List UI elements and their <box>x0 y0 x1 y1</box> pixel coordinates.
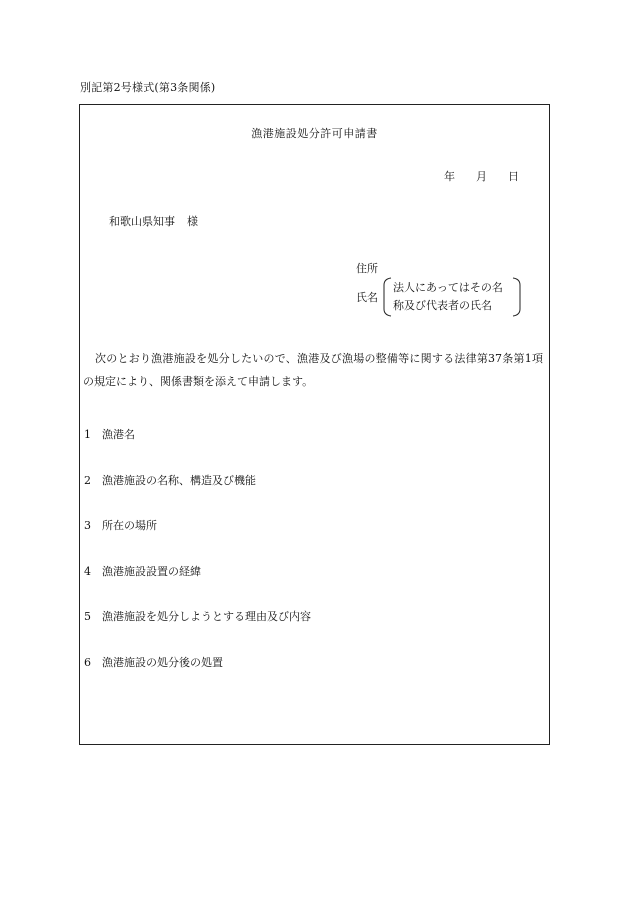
list-item <box>84 608 311 654</box>
month-field: 月 <box>476 170 487 183</box>
list-item <box>84 472 311 518</box>
date-line <box>444 168 519 184</box>
item-label: 漁港施設の処分後の処置 <box>102 655 223 669</box>
list-item <box>84 654 311 700</box>
item-label: 漁港施設の名称、構造及び機能 <box>102 473 256 487</box>
list-item <box>84 563 311 609</box>
item-number: 1 <box>84 428 91 441</box>
item-number: 6 <box>84 655 91 669</box>
item-list <box>84 426 311 699</box>
application-statement: 次のとおり漁港施設を処分したいので、漁港及び漁場の整備等に関する法律第37条第1項の規定により、関係書類を添えて申請します。 <box>83 352 543 388</box>
address-label: 住所 <box>356 262 378 275</box>
addressee-name: 和歌山県知事 <box>109 215 175 228</box>
item-number: 4 <box>84 564 91 578</box>
applicant-name-block <box>356 277 526 317</box>
corporation-note-line1: 法人にあってはその名 <box>393 281 503 294</box>
addressee <box>109 213 198 229</box>
item-number: 2 <box>84 473 91 487</box>
item-label: 漁港施設を処分しようとする理由及び内容 <box>102 610 311 623</box>
addressee-honorific: 様 <box>187 215 198 228</box>
document-title: 漁港施設処分許可申請書 <box>251 127 378 140</box>
item-number: 5 <box>84 610 91 623</box>
list-item <box>84 517 311 563</box>
year-field: 年 <box>444 170 455 183</box>
right-bracket-icon <box>511 277 523 317</box>
name-label: 氏名 <box>356 291 378 304</box>
day-field: 日 <box>508 170 519 183</box>
list-item <box>84 426 311 472</box>
corporation-note <box>393 279 503 315</box>
left-bracket-icon <box>381 277 393 317</box>
item-label: 漁港名 <box>102 428 135 441</box>
application-form-frame <box>79 104 550 745</box>
corporation-note-line2: 称及び代表者の氏名 <box>393 299 492 312</box>
item-label: 所在の場所 <box>102 519 157 532</box>
item-label: 漁港施設設置の経緯 <box>102 564 201 578</box>
item-number: 3 <box>84 519 91 532</box>
form-label: 別記第2号様式(第3条関係) <box>80 81 216 94</box>
